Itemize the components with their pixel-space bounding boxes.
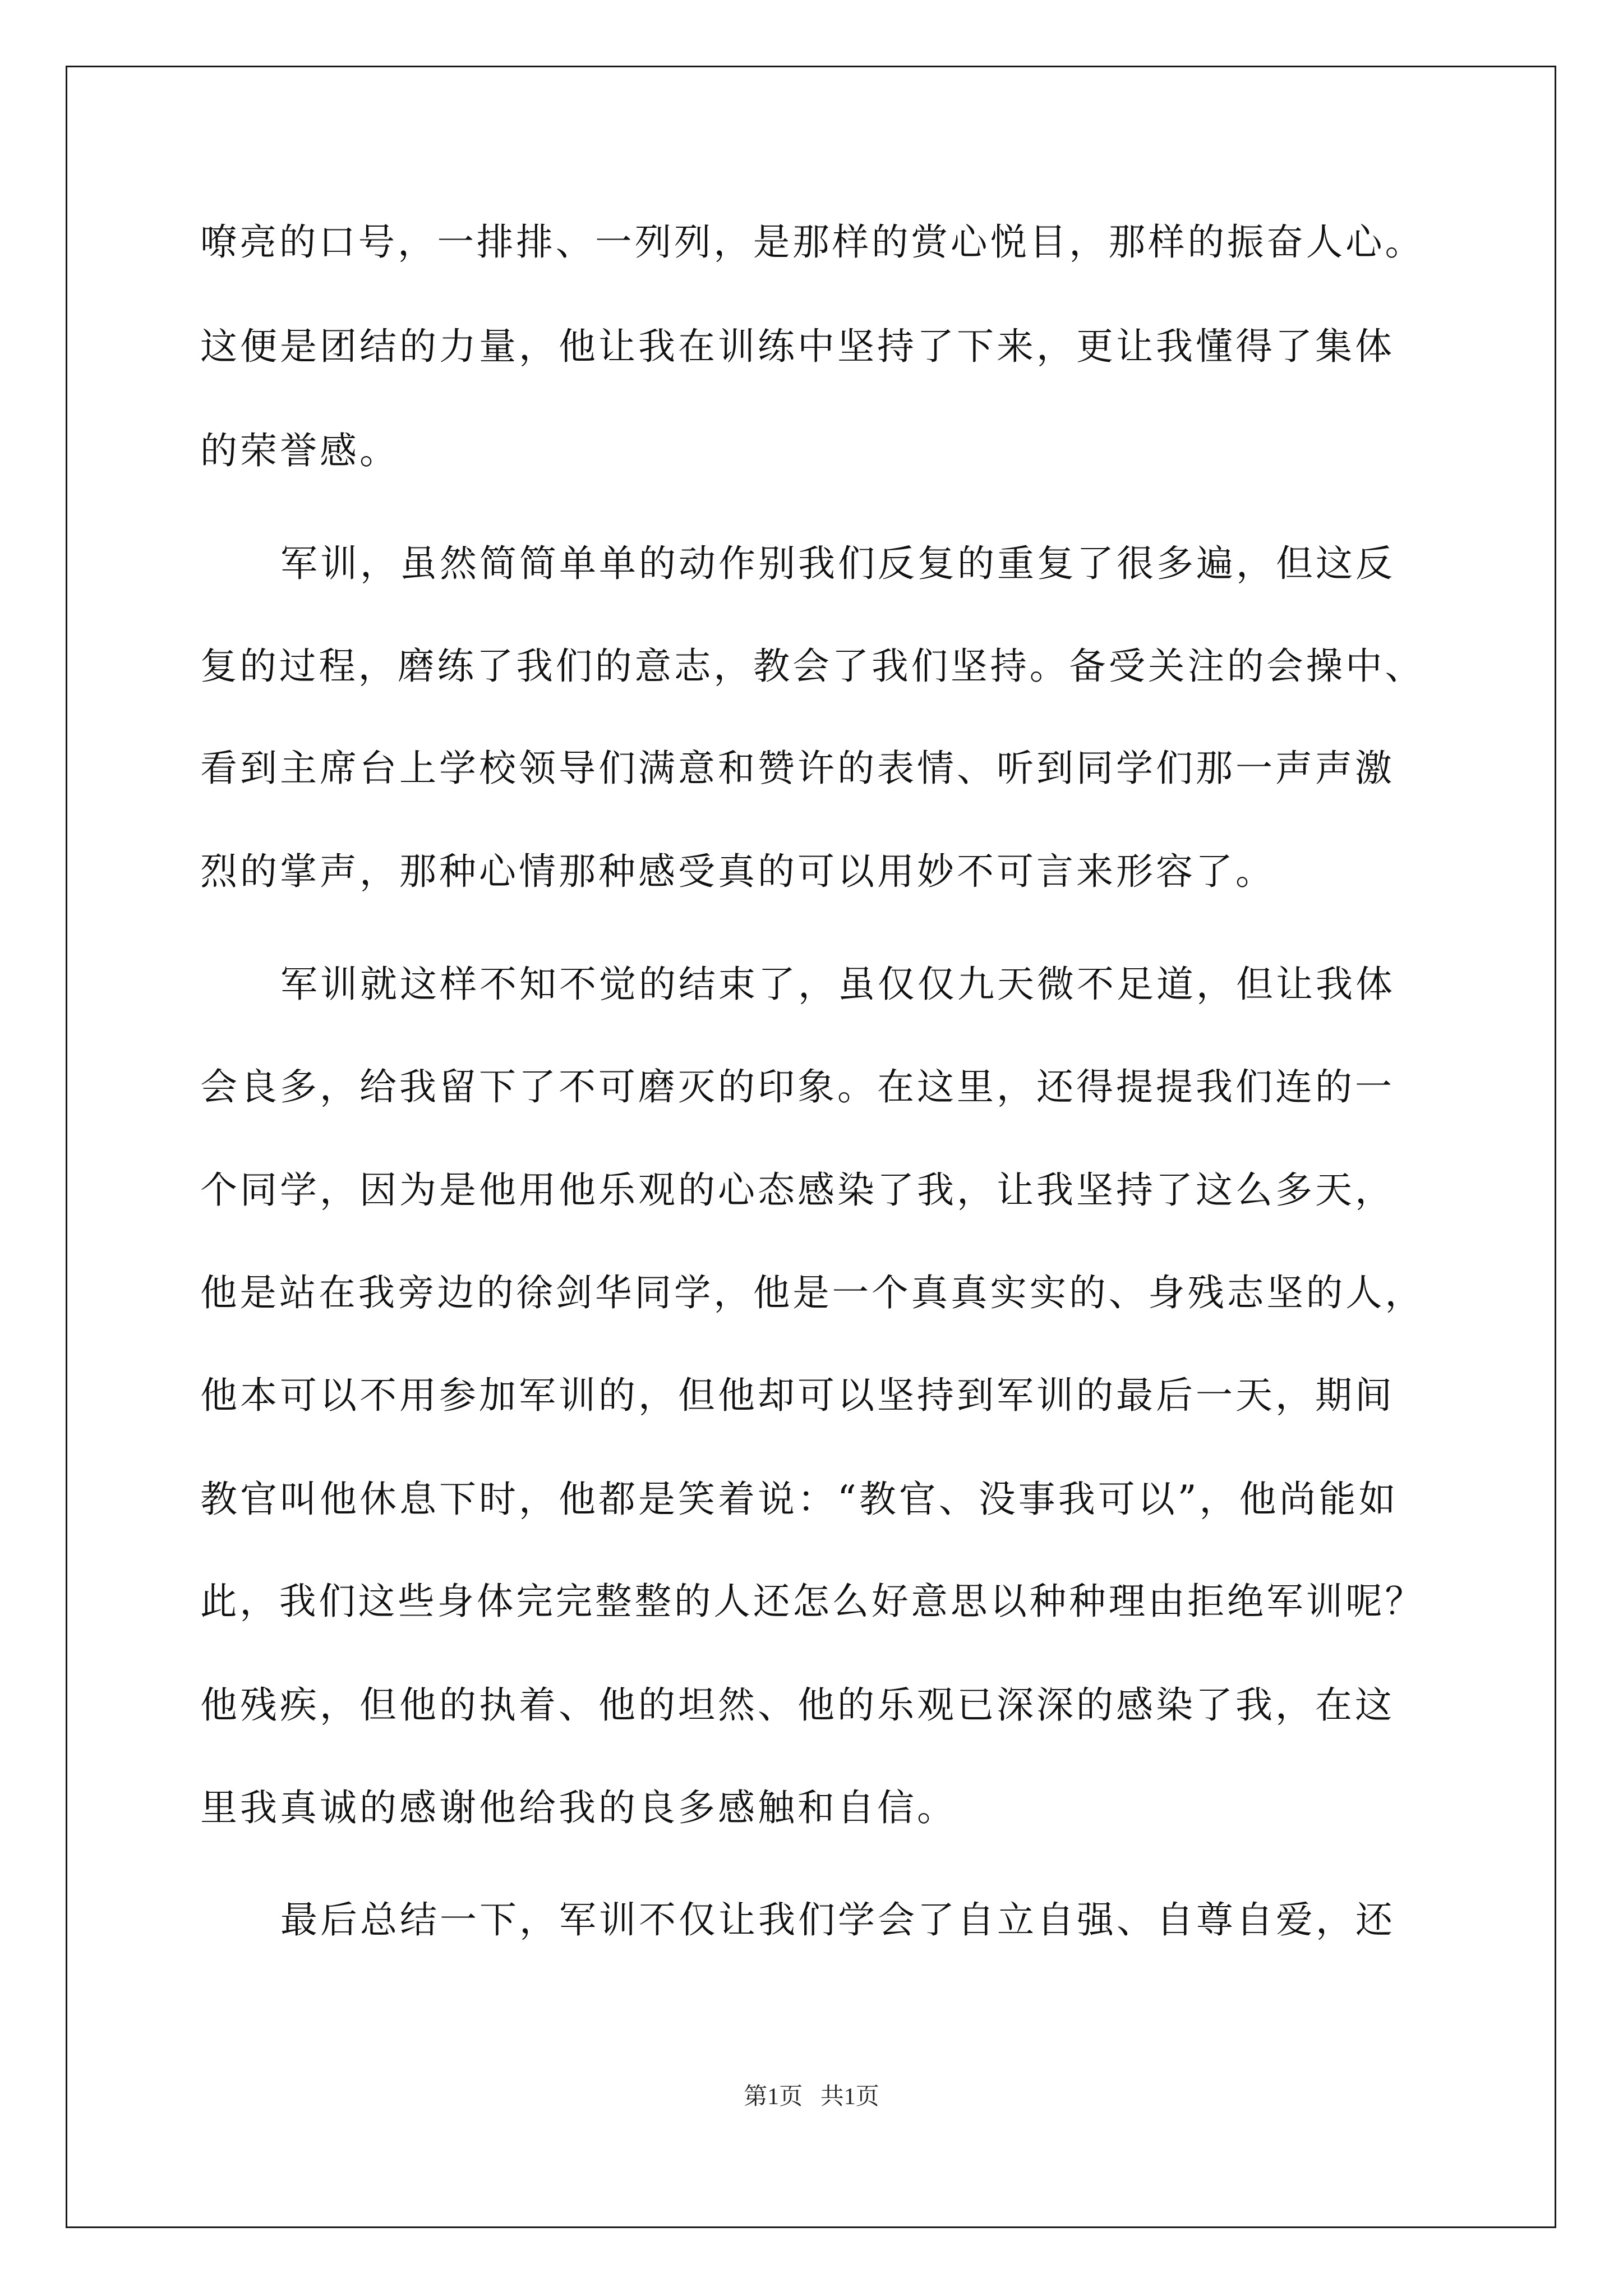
text-line: 复的过程，磨练了我们的意志，教会了我们坚持。备受关注的会操中、 bbox=[200, 645, 1424, 688]
paragraph-first-line: 军训，虽然简简单单的动作别我们反复的重复了很多遍，但这反 bbox=[280, 542, 1395, 585]
text-line: 这便是团结的力量，他让我在训练中坚持了下来，更让我懂得了集体 bbox=[200, 325, 1395, 368]
text-line: 里我真诚的感谢他给我的良多感触和自信。 bbox=[200, 1786, 957, 1829]
text-line: 他本可以不用参加军训的，但他却可以坚持到军训的最后一天，期间 bbox=[200, 1374, 1395, 1417]
text-line: 会良多，给我留下了不可磨灭的印象。在这里，还得提提我们连的一 bbox=[200, 1065, 1395, 1108]
text-line: 看到主席台上学校领导们满意和赞许的表情、听到同学们那一声声激 bbox=[200, 747, 1395, 790]
text-line: 烈的掌声，那种心情那种感受真的可以用妙不可言来形容了。 bbox=[200, 850, 1275, 893]
text-line: 个同学，因为是他用他乐观的心态感染了我，让我坚持了这么多天， bbox=[200, 1168, 1395, 1212]
text-line: 的荣誉感。 bbox=[200, 429, 399, 472]
text-line: 教官叫他休息下时，他都是笑着说：“教官、没事我可以”，他尚能如 bbox=[200, 1478, 1399, 1521]
page-footer: 第1页 共1页 bbox=[744, 2084, 879, 2110]
text-line: 嘹亮的口号，一排排、一列列，是那样的赏心悦目，那样的振奋人心。 bbox=[200, 220, 1424, 264]
text-line: 此，我们这些身体完完整整的人还怎么好意思以种种理由拒绝军训呢？ bbox=[200, 1580, 1424, 1623]
text-line: 他残疾，但他的执着、他的坦然、他的乐观已深深的感染了我，在这 bbox=[200, 1683, 1395, 1727]
paragraph-first-line: 军训就这样不知不觉的结束了，虽仅仅九天微不足道，但让我体 bbox=[280, 963, 1395, 1006]
paragraph-first-line: 最后总结一下，军训不仅让我们学会了自立自强、自尊自爱，还 bbox=[280, 1898, 1395, 1941]
text-line: 他是站在我旁边的徐剑华同学，他是一个真真实实的、身残志坚的人， bbox=[200, 1271, 1424, 1314]
